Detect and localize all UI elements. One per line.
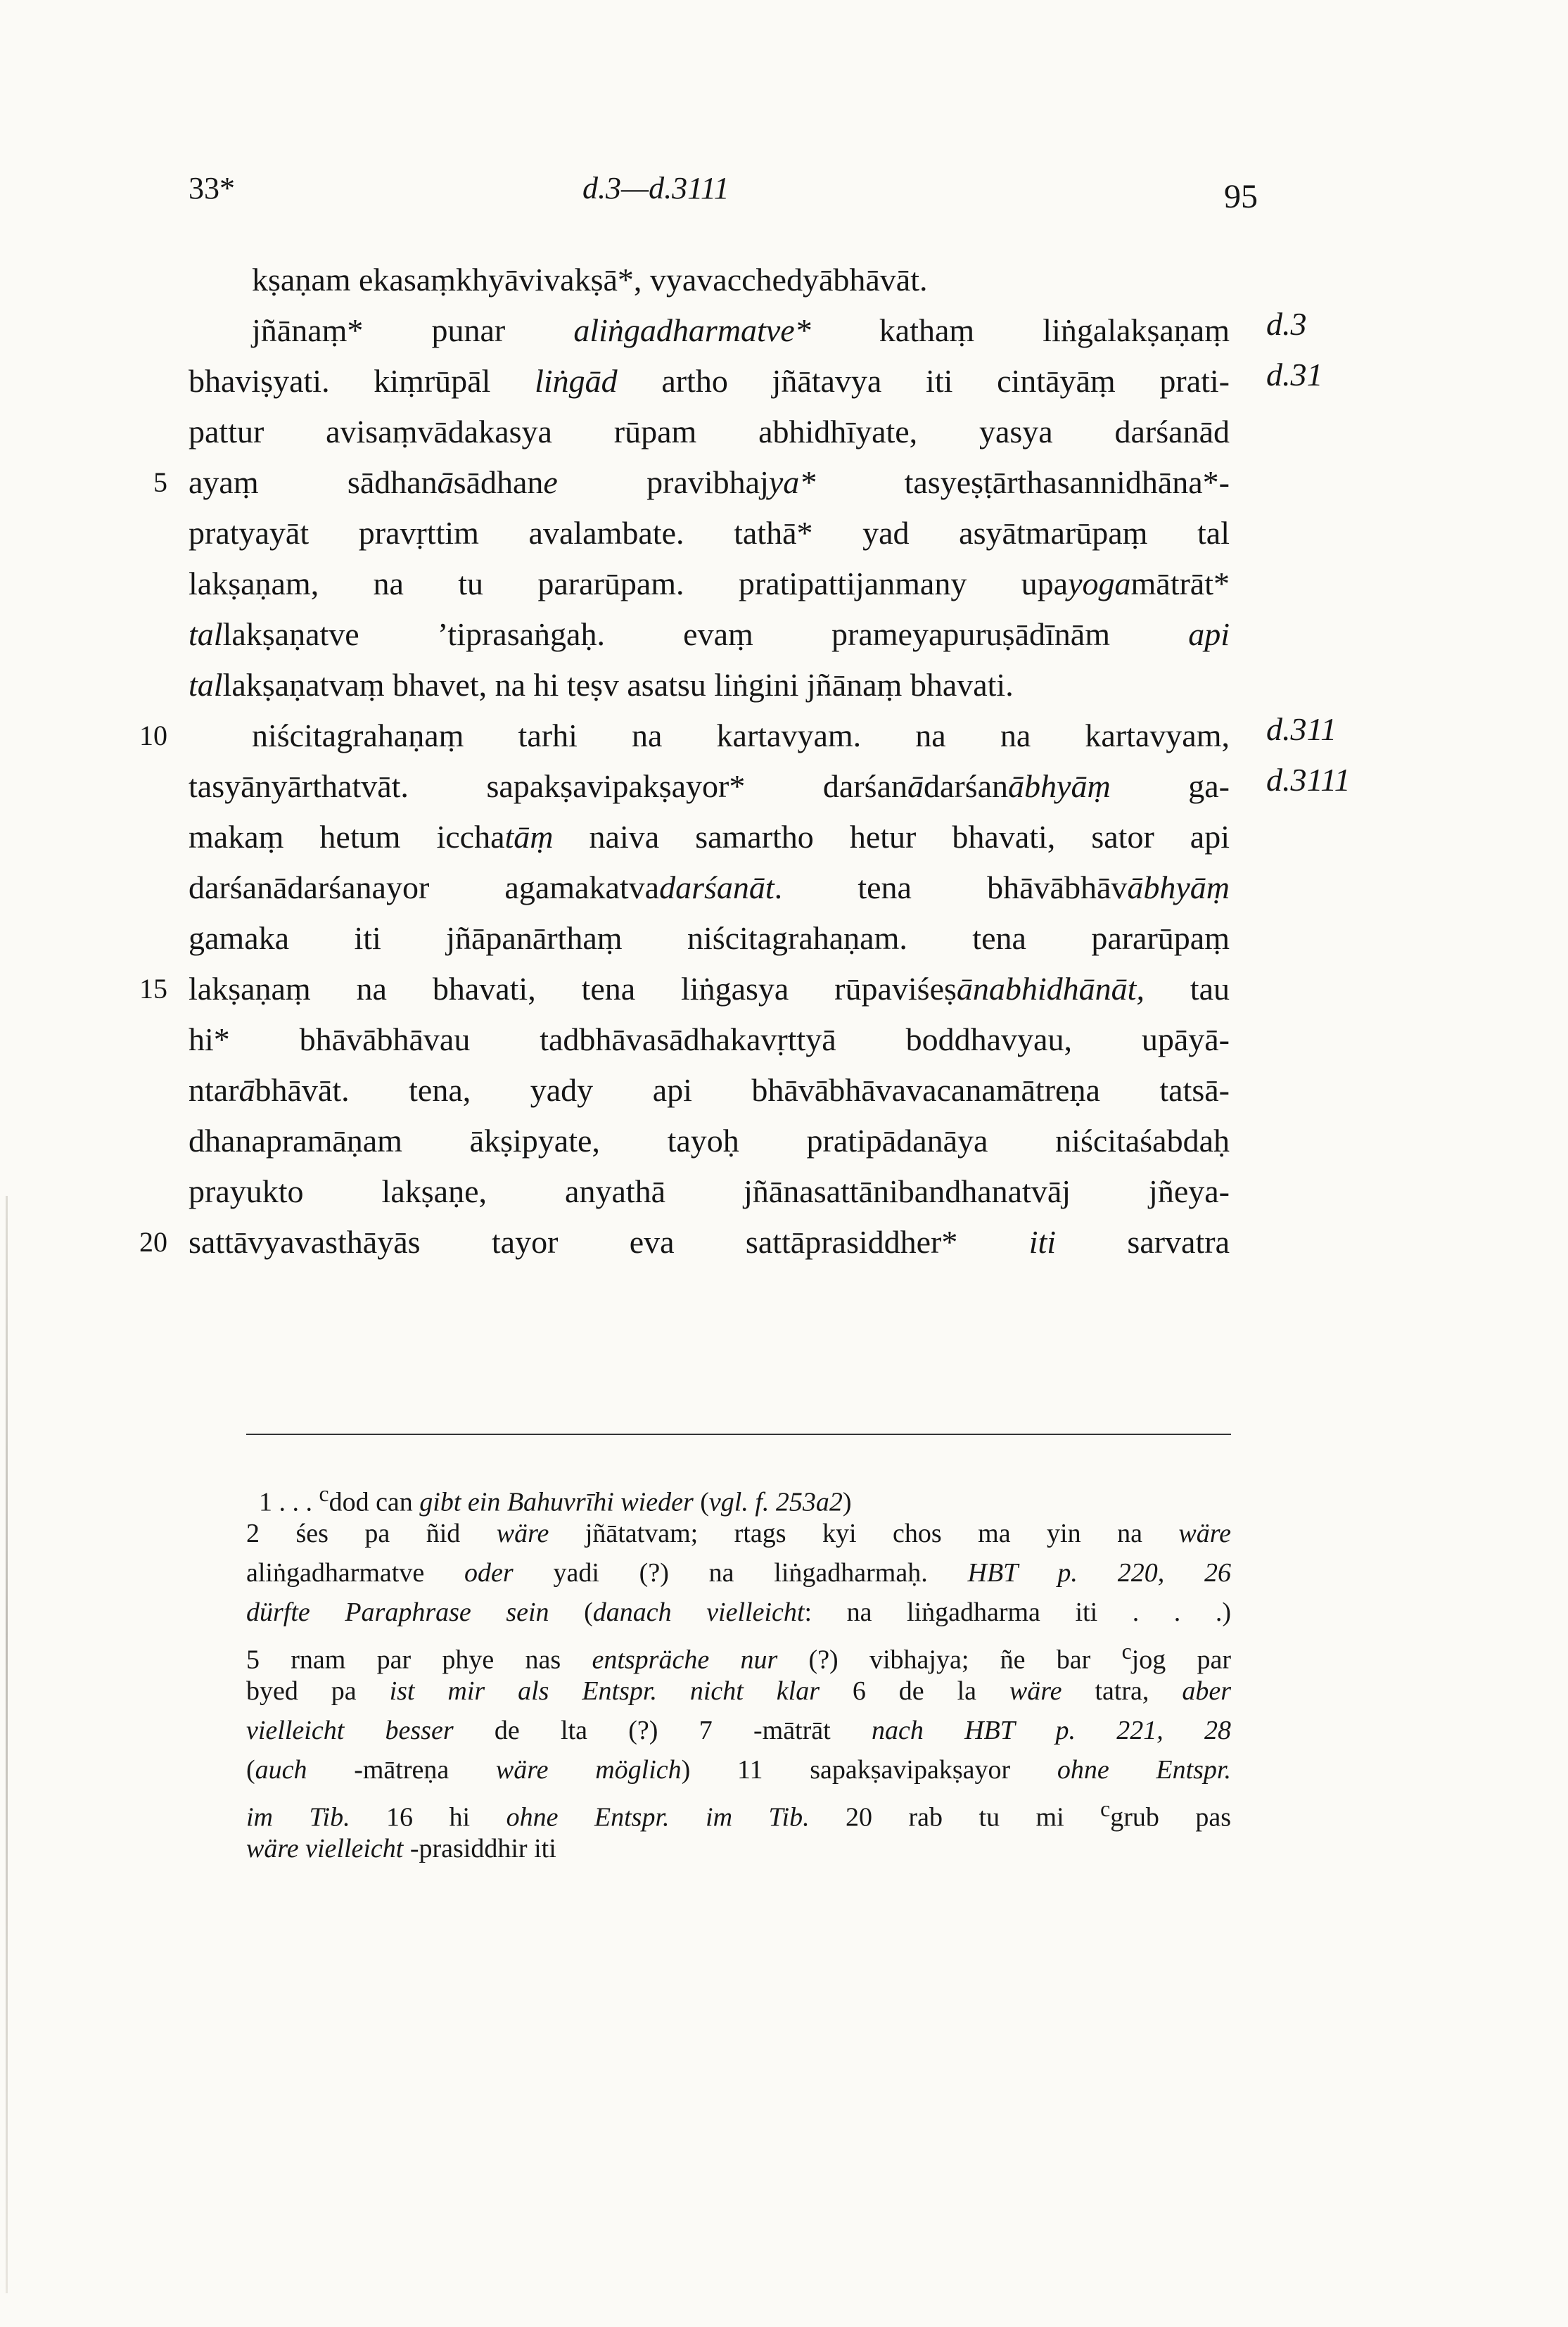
section-marker: 33* [189,171,235,205]
text-line-19: prayukto lakṣaṇe, anyathā jñānasattānibandhanatvāj jñeya- [189,1173,1230,1209]
footnote-line-9: im Tib. 16 hi ohne Entspr. im Tib. 20 rab tu mi $^c$grub pas [246,1797,1231,1832]
margin-ref-d31: d.31 [1266,357,1323,393]
text-line-5: ayaṃ sādhanāsādhane pravibhajya* tasyeṣṭārthasannidhāna*- [189,464,1230,500]
running-head [189,170,1258,221]
text-line-13: darśanādarśanayor agamakatvadarśanāt. tena bhāvābhāvābhyāṃ [189,869,1230,905]
line-number-15: 15 [139,973,167,1005]
page-number: 95 [1224,178,1258,215]
line-number-5: 5 [153,466,167,498]
text-line-3: bhaviṣyati. kiṃrūpāl liṅgād artho jñātavya iti cintāyāṃ prati- [189,363,1230,399]
footnote-line-8: (auch -mātreṇa wäre möglich) 11 sapakṣavipakṣayor ohne Entspr. [246,1755,1232,1785]
line-number-10: 10 [139,720,167,751]
margin-ref-d3111: d.3111 [1266,762,1351,798]
footnote-line-7: vielleicht besser de lta (?) 7 -mātrāt nach HBT p. 221, 28 [246,1716,1231,1745]
text-line-1: kṣaṇam ekasaṃkhyāvivakṣā*, vyavacchedyābhāvāt. [252,262,928,298]
text-line-4: pattur avisaṃvādakasya rūpam abhidhīyate, yasya darśanād [189,414,1230,450]
text-line-15: lakṣaṇaṃ na bhavati, tena liṅgasya rūpaviśeṣānabhidhānāt, tau [189,971,1230,1007]
text-line-14: gamaka iti jñāpanārthaṃ niścitagrahaṇam. tena pararūpaṃ [189,920,1230,956]
text-line-12: makaṃ hetum icchatāṃ naiva samartho hetur bhavati, sator api [189,819,1230,855]
footnote-line-2: 2 śes pa ñid wäre jñātatvam; rtags kyi chos ma yin na wäre [246,1519,1231,1548]
text-line-11: tasyānyārthatvāt. sapakṣavipakṣayor* darśanādarśanābhyāṃ ga- [189,768,1230,804]
footnote-divider [246,1434,1231,1435]
margin-ref-d3: d.3 [1266,306,1307,342]
text-line-17: ntarābhāvāt. tena, yady api bhāvābhāvavacanamātreṇa tatsā- [189,1072,1230,1108]
text-line-7: lakṣaṇam, na tu pararūpam. pratipattijanmany upayogamātrāt* [189,566,1230,601]
footnote-line-4: dürfte Paraphrase sein (danach vielleicht: na liṅgadharma iti . . .) [246,1598,1231,1627]
text-line-16: hi* bhāvābhāvau tadbhāvasādhakavṛttyā boddhavyau, upāyā- [189,1021,1230,1057]
line-number-20: 20 [139,1226,167,1258]
text-line-6: pratyayāt pravṛttim avalambate. tathā* yad asyātmarūpaṃ tal [189,515,1230,551]
text-line-9: tallakṣaṇatvaṃ bhavet, na hi teṣv asatsu liṅgini jñānaṃ bhavati. [189,667,1014,703]
section-range: d.3—d.3111 [582,171,729,205]
text-line-10: niścitagrahaṇaṃ tarhi na kartavyam. na na kartavyam, [252,718,1230,753]
footnote-line-1: 1 . . . $^c$dod can gibt ein Bahuvrīhi wieder (vgl. f. 253a2) [259,1481,852,1517]
footnote-line-10: wäre vielleicht -prasiddhir iti [246,1834,556,1863]
text-line-20: sattāvyavasthāyās tayor eva sattāprasiddher* iti sarvatra [189,1224,1230,1260]
text-line-2: jñānaṃ* punar aliṅgadharmatve* kathaṃ liṅgalakṣaṇaṃ [252,312,1230,348]
footnote-line-6: byed pa ist mir als Entspr. nicht klar 6 de la wäre tatra, aber [246,1676,1231,1706]
footnote-line-5: 5 rnam par phye nas entspräche nur (?) vibhajya; ñe bar $^c$jog par [246,1639,1232,1675]
binding-edge-shadow [6,1196,8,2293]
footnote-line-3: aliṅgadharmatve oder yadi (?) na liṅgadharmaḥ. HBT p. 220, 26 [246,1558,1232,1588]
margin-ref-d311: d.311 [1266,711,1337,747]
text-line-18: dhanapramāṇam ākṣipyate, tayoḥ pratipādanāya niścitaśabdaḥ [189,1123,1230,1159]
text-line-8: tallakṣaṇatve ’tiprasaṅgaḥ. evaṃ prameyapuruṣādīnām api [189,616,1230,652]
